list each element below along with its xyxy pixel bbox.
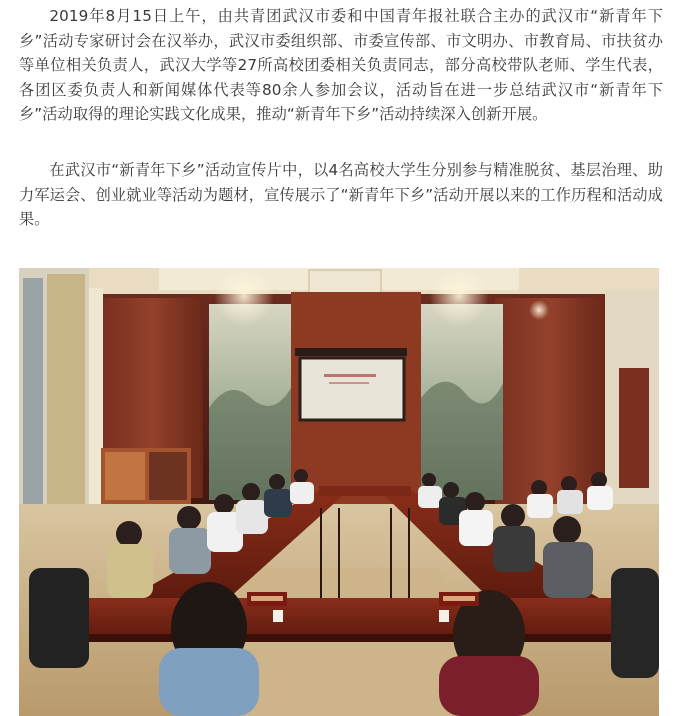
article-paragraph-2: 在武汉市“新青年下乡”活动宣传片中，以4名高校大学生分别参与精准脱贫、基层治理、助力军运会、创业就业等活动为题材，宣传展示了“新青年下乡”活动开展以来的工作历程和活动成果。 (19, 161, 663, 229)
meeting-room-illustration (19, 268, 659, 716)
article-paragraph-1: 2019年8月15日上午，由共青团武汉市委和中国青年报社联合主办的武汉市“新青年下乡”活动专家研讨会在汉举办，武汉市委组织部、市委宣传部、市文明办、市教育局、市扶贫办等单位相关负责人，武汉大学等27所高校团委相关负责同志，部分高校带队老师、学生代表，各团区委负责人和新闻媒体代表等80余人参加会议，活动旨在进一步总结武汉市“新青年下乡”活动取得的理论实践文化成果，推动“新青年下乡”活动持续深入创新开展。 (19, 7, 663, 124)
meeting-photo (19, 268, 659, 716)
